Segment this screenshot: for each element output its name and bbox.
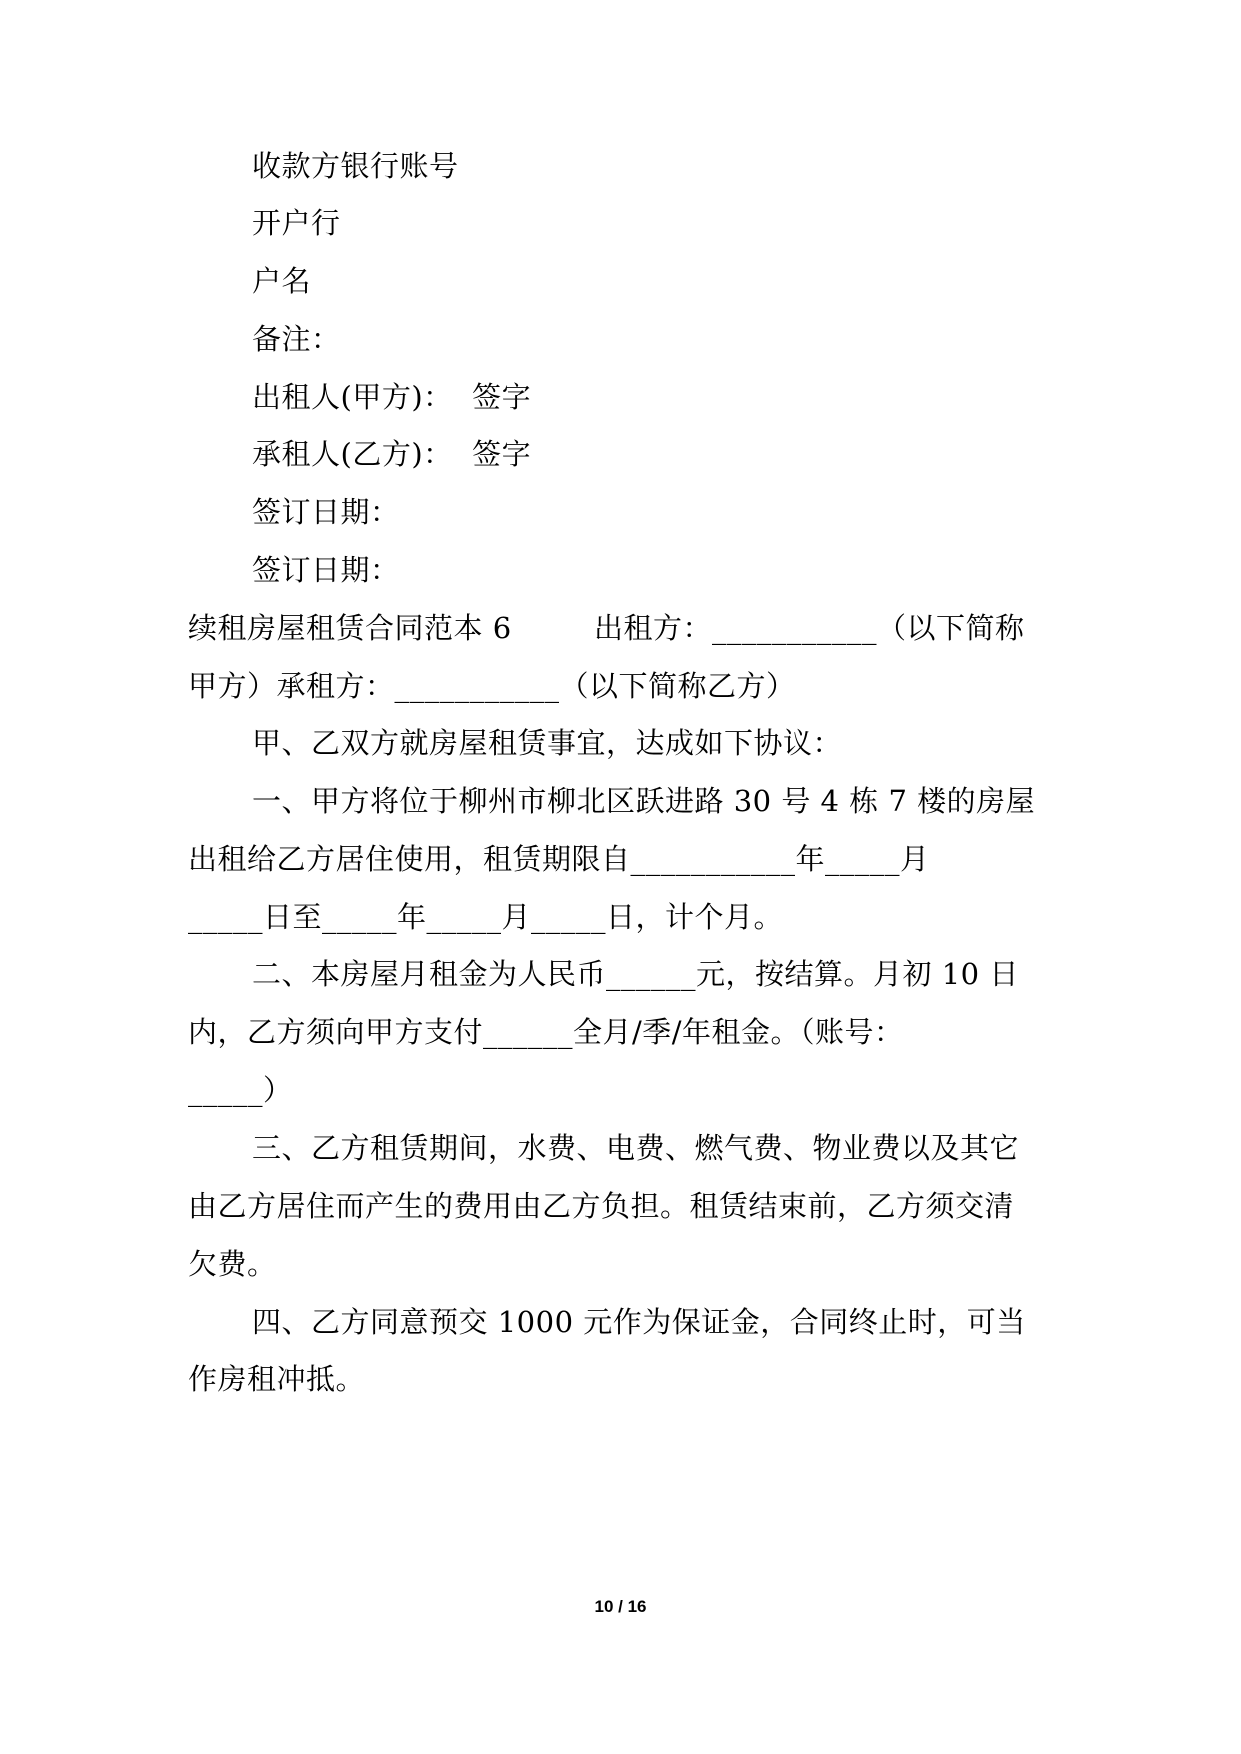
clause-3-line-3: 欠费。 xyxy=(188,1247,277,1281)
bank-branch-label: 开户行 xyxy=(252,206,341,240)
clause-2-line-3: _____） xyxy=(188,1073,293,1107)
remarks-label: 备注： xyxy=(252,322,341,356)
clause-4-line-1: 四、乙方同意预交 1000 元作为保证金，合同终止时，可当 xyxy=(252,1305,1026,1339)
clause-2-line-2: 内，乙方须向甲方支付______全月/季/年租金。（账号： xyxy=(188,1015,904,1049)
clause-3-line-1: 三、乙方租赁期间，水费、电费、燃气费、物业费以及其它 xyxy=(252,1131,1020,1165)
clause-3-line-2: 由乙方居住而产生的费用由乙方负担。租赁结束前，乙方须交清 xyxy=(188,1189,1015,1223)
clause-4-line-2: 作房租冲抵。 xyxy=(188,1362,366,1396)
clause-2-line-1: 二、本房屋月租金为人民币______元，按结算。月初 10 日 xyxy=(252,957,1019,991)
clause-1-line-2: 出租给乙方居住使用，租赁期限自___________年_____月 xyxy=(188,842,930,876)
lessor-signature-line: 出租人(甲方)： 签字 xyxy=(252,380,532,414)
signing-date-line: 签订日期： xyxy=(252,495,400,529)
lessee-party-line: 甲方）承租方：___________（以下简称乙方） xyxy=(188,669,796,703)
contract-title: 续租房屋租赁合同范本 6 xyxy=(188,611,512,645)
agreement-intro: 甲、乙双方就房屋租赁事宜，达成如下协议： xyxy=(252,726,843,760)
signing-date-line-2: 签订日期： xyxy=(252,553,400,587)
clause-1-line-1: 一、甲方将位于柳州市柳北区跃进路 30 号 4 栋 7 楼的房屋 xyxy=(252,784,1036,818)
page-number: 10 / 16 xyxy=(594,1597,647,1616)
payee-bank-account-label: 收款方银行账号 xyxy=(252,149,459,183)
clause-1-line-3: _____日至_____年_____月_____日，计个月。 xyxy=(188,900,784,934)
account-name-label: 户名 xyxy=(252,264,312,298)
lessee-signature-line: 承租人(乙方)： 签字 xyxy=(252,437,532,471)
lessor-party-line: 出租方：___________（以下简称 xyxy=(594,611,1025,645)
